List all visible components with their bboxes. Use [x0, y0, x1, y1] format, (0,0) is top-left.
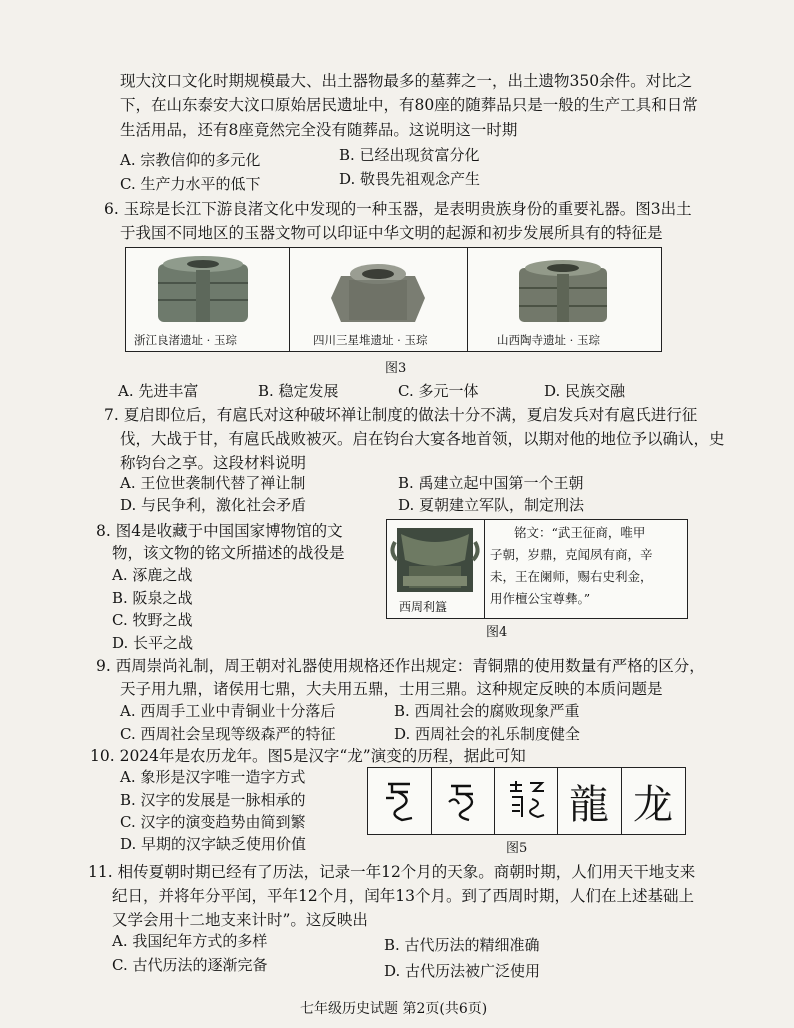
q5-option-c: C. 生产力水平的低下	[120, 175, 261, 193]
q5-option-b: B. 已经出现贫富分化	[339, 146, 480, 164]
q6-option-d: D. 民族交融	[544, 382, 626, 400]
dragon-traditional-glyph: 龍	[557, 768, 622, 834]
jade-cong-taosi	[467, 248, 661, 351]
q10-option-b: B. 汉字的发展是一脉相承的	[120, 791, 306, 809]
q9-text-line1: 9. 西周崇尚礼制，周王朝对礼器使用规格还作出规定：青铜鼎的使用数量有严格的区分，	[96, 657, 705, 675]
inscription-line4: 用作檀公宝尊彝。”	[490, 591, 591, 606]
q10-text-line1: 10. 2024年是农历龙年。图5是汉字“龙”演变的历程，据此可知	[90, 747, 526, 765]
q9-option-d: D. 西周社会的礼乐制度健全	[394, 725, 581, 743]
q6-text-line1: 6. 玉琮是长江下游良渚文化中发现的一种玉器，是表明贵族身份的重要礼器。图3出土	[104, 200, 692, 218]
q11-text-line3: 又学会用十二地支来计时”。这反映出	[112, 911, 368, 929]
q8-text-line1: 8. 图4是收藏于中国国家博物馆的文	[96, 522, 343, 540]
q11-option-a: A. 我国纪年方式的多样	[112, 932, 268, 950]
figure-5-table	[367, 767, 686, 835]
q6-option-c: C. 多元一体	[398, 382, 479, 400]
figure-3-label: 图3	[385, 361, 407, 376]
q6-option-b: B. 稳定发展	[258, 382, 339, 400]
q8-option-b: B. 阪泉之战	[112, 589, 193, 607]
seal-script-dragon-icon	[504, 777, 548, 825]
li-gui-artifact	[387, 520, 485, 618]
q7-option-c: D. 与民争利，激化社会矛盾	[120, 496, 307, 514]
q8-text-line2: 物，该文物的铭文所描述的战役是	[112, 544, 345, 562]
q11-option-b: B. 古代历法的精细准确	[384, 936, 540, 954]
dragon-bronze-glyph	[431, 768, 495, 834]
caption-liangzhu: 浙江良渚遗址 · 玉琮	[134, 333, 237, 347]
q7-option-b: B. 禹建立起中国第一个王朝	[398, 474, 584, 492]
q11-text-line2: 纪日，并将年分平闰，平年12个月，闰年13个月。到了西周时期，人们在上述基础上	[112, 887, 694, 905]
q5-option-a: A. 宗教信仰的多元化	[120, 151, 261, 169]
q11-option-d: D. 古代历法被广泛使用	[384, 962, 541, 980]
q9-option-c: C. 西周社会呈现等级森严的特征	[120, 725, 336, 743]
oracle-bone-dragon-icon	[380, 778, 420, 824]
figure-5-label: 图5	[506, 841, 528, 856]
q8-option-c: C. 牧野之战	[112, 611, 193, 629]
q10-option-c: C. 汉字的演变趋势由简到繁	[120, 813, 306, 831]
q9-text-line2: 天子用九鼎，诸侯用七鼎，大夫用五鼎，士用三鼎。这种规定反映的本质问题是	[120, 680, 663, 698]
jade-cong-liangzhu	[126, 248, 290, 351]
page-footer: 七年级历史试题 第2页(共6页)	[300, 1001, 488, 1017]
q10-option-d: D. 早期的汉字缺乏使用价值	[120, 835, 307, 853]
q8-option-a: A. 涿鹿之战	[112, 566, 193, 584]
q9-option-b: B. 西周社会的腐败现象严重	[394, 702, 580, 720]
q11-text-line1: 11. 相传夏朝时期已经有了历法，记录一年12个月的天象。商朝时期，人们用天干地支来	[88, 863, 696, 881]
dragon-simplified-glyph: 龙	[633, 781, 673, 828]
q5-text-line1: 现大汶口文化时期规模最大、出土器物最多的墓葬之一，出土遗物350余件。对比之	[120, 72, 693, 90]
q6-option-a: A. 先进丰富	[118, 382, 199, 400]
q7-text-line3: 称钧台之享。这段材料说明	[120, 454, 307, 472]
jade-cong-sanxingdui	[289, 248, 468, 351]
q8-option-d: D. 长平之战	[112, 634, 194, 652]
caption-sanxingdui: 四川三星堆遗址 · 玉琮	[313, 333, 428, 347]
q7-option-d: D. 夏朝建立军队，制定刑法	[398, 496, 585, 514]
bronze-dragon-icon	[443, 778, 483, 824]
q10-option-a: A. 象形是汉字唯一造字方式	[120, 768, 306, 786]
q7-option-a: A. 王位世袭制代替了禅让制	[120, 474, 306, 492]
q7-text-line2: 伐，大战于甘，有扈氏战败被灭。启在钧台大宴各地首领，以期对他的地位予以确认，史	[120, 430, 725, 448]
inscription-line3: 未，王在阑师，赐右史利金，	[490, 569, 653, 584]
q6-text-line2: 于我国不同地区的玉器文物可以印证中华文明的起源和初步发展所具有的特征是	[120, 224, 663, 242]
figure-3-table	[125, 247, 662, 352]
q5-text-line3: 生活用品，还有8座竟然完全没有随葬品。这说明这一时期	[120, 121, 518, 139]
dragon-oracle-bone-glyph	[368, 768, 432, 834]
dragon-seal-glyph	[494, 768, 558, 834]
q5-option-d: D. 敬畏先祖观念产生	[339, 170, 481, 188]
q7-text-line1: 7. 夏启即位后，有扈氏对这种破坏禅让制度的做法十分不满，夏启发兵对有扈氏进行征	[104, 406, 698, 424]
inscription-line1: 铭文：“武王征商，唯甲	[514, 525, 646, 540]
figure-4-table	[386, 519, 688, 619]
q11-option-c: C. 古代历法的逐渐完备	[112, 956, 268, 974]
inscription-line2: 子朝，岁鼎，克闻夙有商，辛	[490, 547, 653, 562]
caption-taosi: 山西陶寺遗址 · 玉琮	[497, 333, 600, 347]
inscription-cell	[484, 520, 687, 618]
figure-4-label: 图4	[486, 625, 508, 640]
q5-text-line2: 下，在山东泰安大汶口原始居民遗址中，有80座的随葬品只是一般的生产工具和日常	[120, 96, 698, 114]
q9-option-a: A. 西周手工业中青铜业十分落后	[120, 702, 336, 720]
artifact-name: 西周利簋	[399, 600, 448, 614]
